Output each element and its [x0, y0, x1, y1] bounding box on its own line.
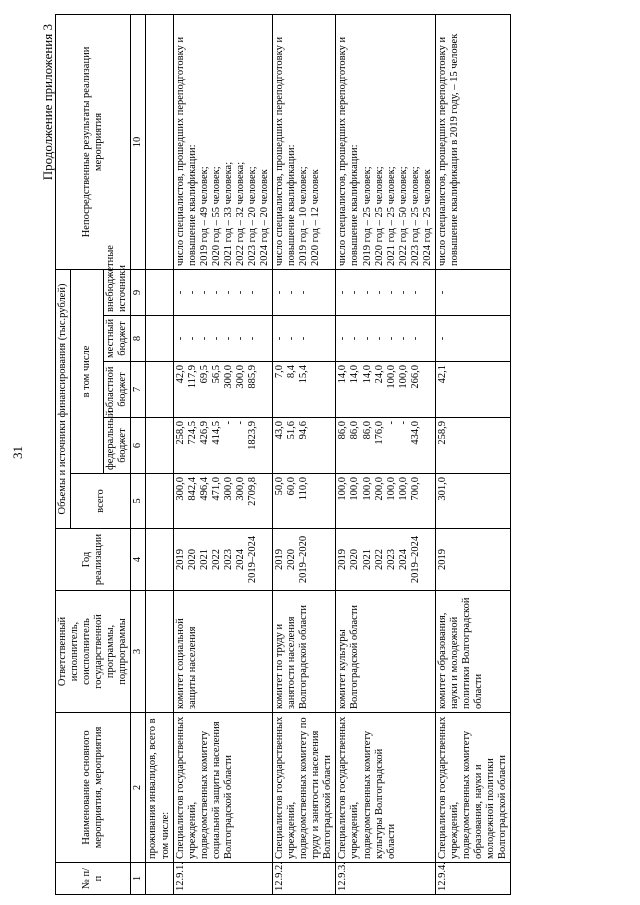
- row-federal: 258,0 724,5 426,9 414,5 - - 1823,9: [173, 418, 273, 474]
- row-executor: комитет по труду и занятости населения Волгоградской области: [273, 591, 336, 713]
- col-index: 4: [131, 529, 146, 591]
- row-years: 2019 2020 2021 2022 2023 2024 2019–2024: [336, 529, 436, 591]
- row-total: 50,0 60,0 110,0: [273, 474, 336, 529]
- table-row: [435, 14, 510, 894]
- row-name: Специалистов государственных учреждений, подведомственных комитету социальной защиты населения Волгоградской области: [173, 713, 273, 863]
- row-regional: 42,1: [435, 362, 510, 418]
- col-index: 10: [131, 14, 146, 269]
- row-extrabudget: -: [435, 269, 510, 315]
- col-index: 1: [131, 863, 146, 895]
- column-index-row: [131, 14, 146, 894]
- row-result: число специалистов, прошедших переподготовку и повышение квалификации: 2019 год – 49 человек; 2020 год – 55 человек; 2021 год – 33 человека; 2022 год – 32 человека; 2023 год – 20 человек; 2024 год – 20 человек: [173, 14, 273, 269]
- header-extrabudget: внебюджетные источники: [104, 269, 131, 315]
- financing-table: [55, 14, 511, 895]
- header-results: Непосредственные результаты реализации мероприятия: [56, 14, 131, 269]
- table-row: [173, 14, 273, 894]
- header-regional: областной бюджет: [104, 362, 131, 418]
- row-years: 2019 2020 2021 2022 2023 2024 2019–2024: [173, 529, 273, 591]
- header-local: местный бюджет: [104, 316, 131, 362]
- row-number: 12.9.1.: [173, 863, 273, 895]
- col-index: 8: [131, 316, 146, 362]
- row-name: Специалистов государственных учреждений, подведомственных комитету культуры Волгоградской области: [336, 713, 436, 863]
- col-index: 6: [131, 418, 146, 474]
- row-federal: 86,0 86,0 86,0 176,0 - - 434,0: [336, 418, 436, 474]
- intro-text: проживания инвалидов, всего в том числе:: [146, 713, 173, 863]
- row-result: число специалистов, прошедших переподготовку и повышение квалификации: 2019 год – 10 человек; 2020 год – 12 человек: [273, 14, 336, 269]
- row-total: 100,0 100,0 100,0 200,0 100,0 100,0 700,0: [336, 474, 436, 529]
- page-number: 31: [10, 446, 25, 459]
- row-name: Специалистов государственных учреждений, подведомственных комитету образования, науки и молодежной политики Волгоградской области: [435, 713, 510, 863]
- row-years: 2019: [435, 529, 510, 591]
- row-extrabudget: - - -: [273, 269, 336, 315]
- header-federal: федеральный бюджет: [104, 418, 131, 474]
- row-years: 2019 2020 2019–2020: [273, 529, 336, 591]
- row-executor: комитет социальной защиты населения: [173, 591, 273, 713]
- row-regional: 42,0 117,9 69,5 56,5 300,0 300,0 885,9: [173, 362, 273, 418]
- row-number: 12.9.4.: [435, 863, 510, 895]
- col-index: 2: [131, 713, 146, 863]
- table-row: [336, 14, 436, 894]
- header-num: № п/п: [56, 863, 131, 895]
- header-year: Год реализации: [56, 529, 131, 591]
- row-result: число специалистов, прошедших переподготовку и повышение квалификации в 2019 году, – 15 человек: [435, 14, 510, 269]
- header-including: в том числе: [71, 269, 104, 473]
- col-index: 7: [131, 362, 146, 418]
- row-local: - - - - - - -: [173, 316, 273, 362]
- row-local: - - - - - - -: [336, 316, 436, 362]
- header-financing: Объемы и источники финансирования (тыс.рублей): [56, 269, 71, 528]
- row-total: 300,0 842,4 496,4 471,0 300,0 300,0 2709,8: [173, 474, 273, 529]
- header-name: Наименование основного мероприятия, мероприятия: [56, 713, 131, 863]
- header-total: всего: [71, 474, 131, 529]
- row-number: 12.9.3.: [336, 863, 436, 895]
- row-regional: 7,0 8,4 15,4: [273, 362, 336, 418]
- row-regional: 14,0 14,0 14,0 24,0 100,0 100,0 266,0: [336, 362, 436, 418]
- row-extrabudget: - - - - - - -: [336, 269, 436, 315]
- col-index: 5: [131, 474, 146, 529]
- row-total: 301,0: [435, 474, 510, 529]
- row-extrabudget: - - - - - - -: [173, 269, 273, 315]
- header-executor: Ответственный исполнитель, соисполнитель государственной программы, подпрограммы: [56, 591, 131, 713]
- intro-row: [146, 14, 173, 894]
- row-federal: 43,0 51,6 94,6: [273, 418, 336, 474]
- row-federal: 258,9: [435, 418, 510, 474]
- row-local: -: [435, 316, 510, 362]
- row-name: Специалистов государственных учреждений, подведомственных комитету по труду и занятости населения Волгоградской области: [273, 713, 336, 863]
- col-index: 9: [131, 269, 146, 315]
- header-row-1: [56, 14, 71, 894]
- row-executor: комитет образования, науки и молодежной политики Волгоградской области: [435, 591, 510, 713]
- row-number: 12.9.2.: [273, 863, 336, 895]
- row-executor: комитет культуры Волгоградской области: [336, 591, 436, 713]
- col-index: 3: [131, 591, 146, 713]
- row-local: - - -: [273, 316, 336, 362]
- table-row: [273, 14, 336, 894]
- continuation-label: Продолжение приложения 3: [40, 24, 55, 181]
- row-result: число специалистов, прошедших переподготовку и повышение квалификации: 2019 год – 25 человек; 2020 год – 25 человек; 2021 год – 25 человек; 2022 год – 50 человек; 2023 год – 25 человек; 2024 год – 25 человек: [336, 14, 436, 269]
